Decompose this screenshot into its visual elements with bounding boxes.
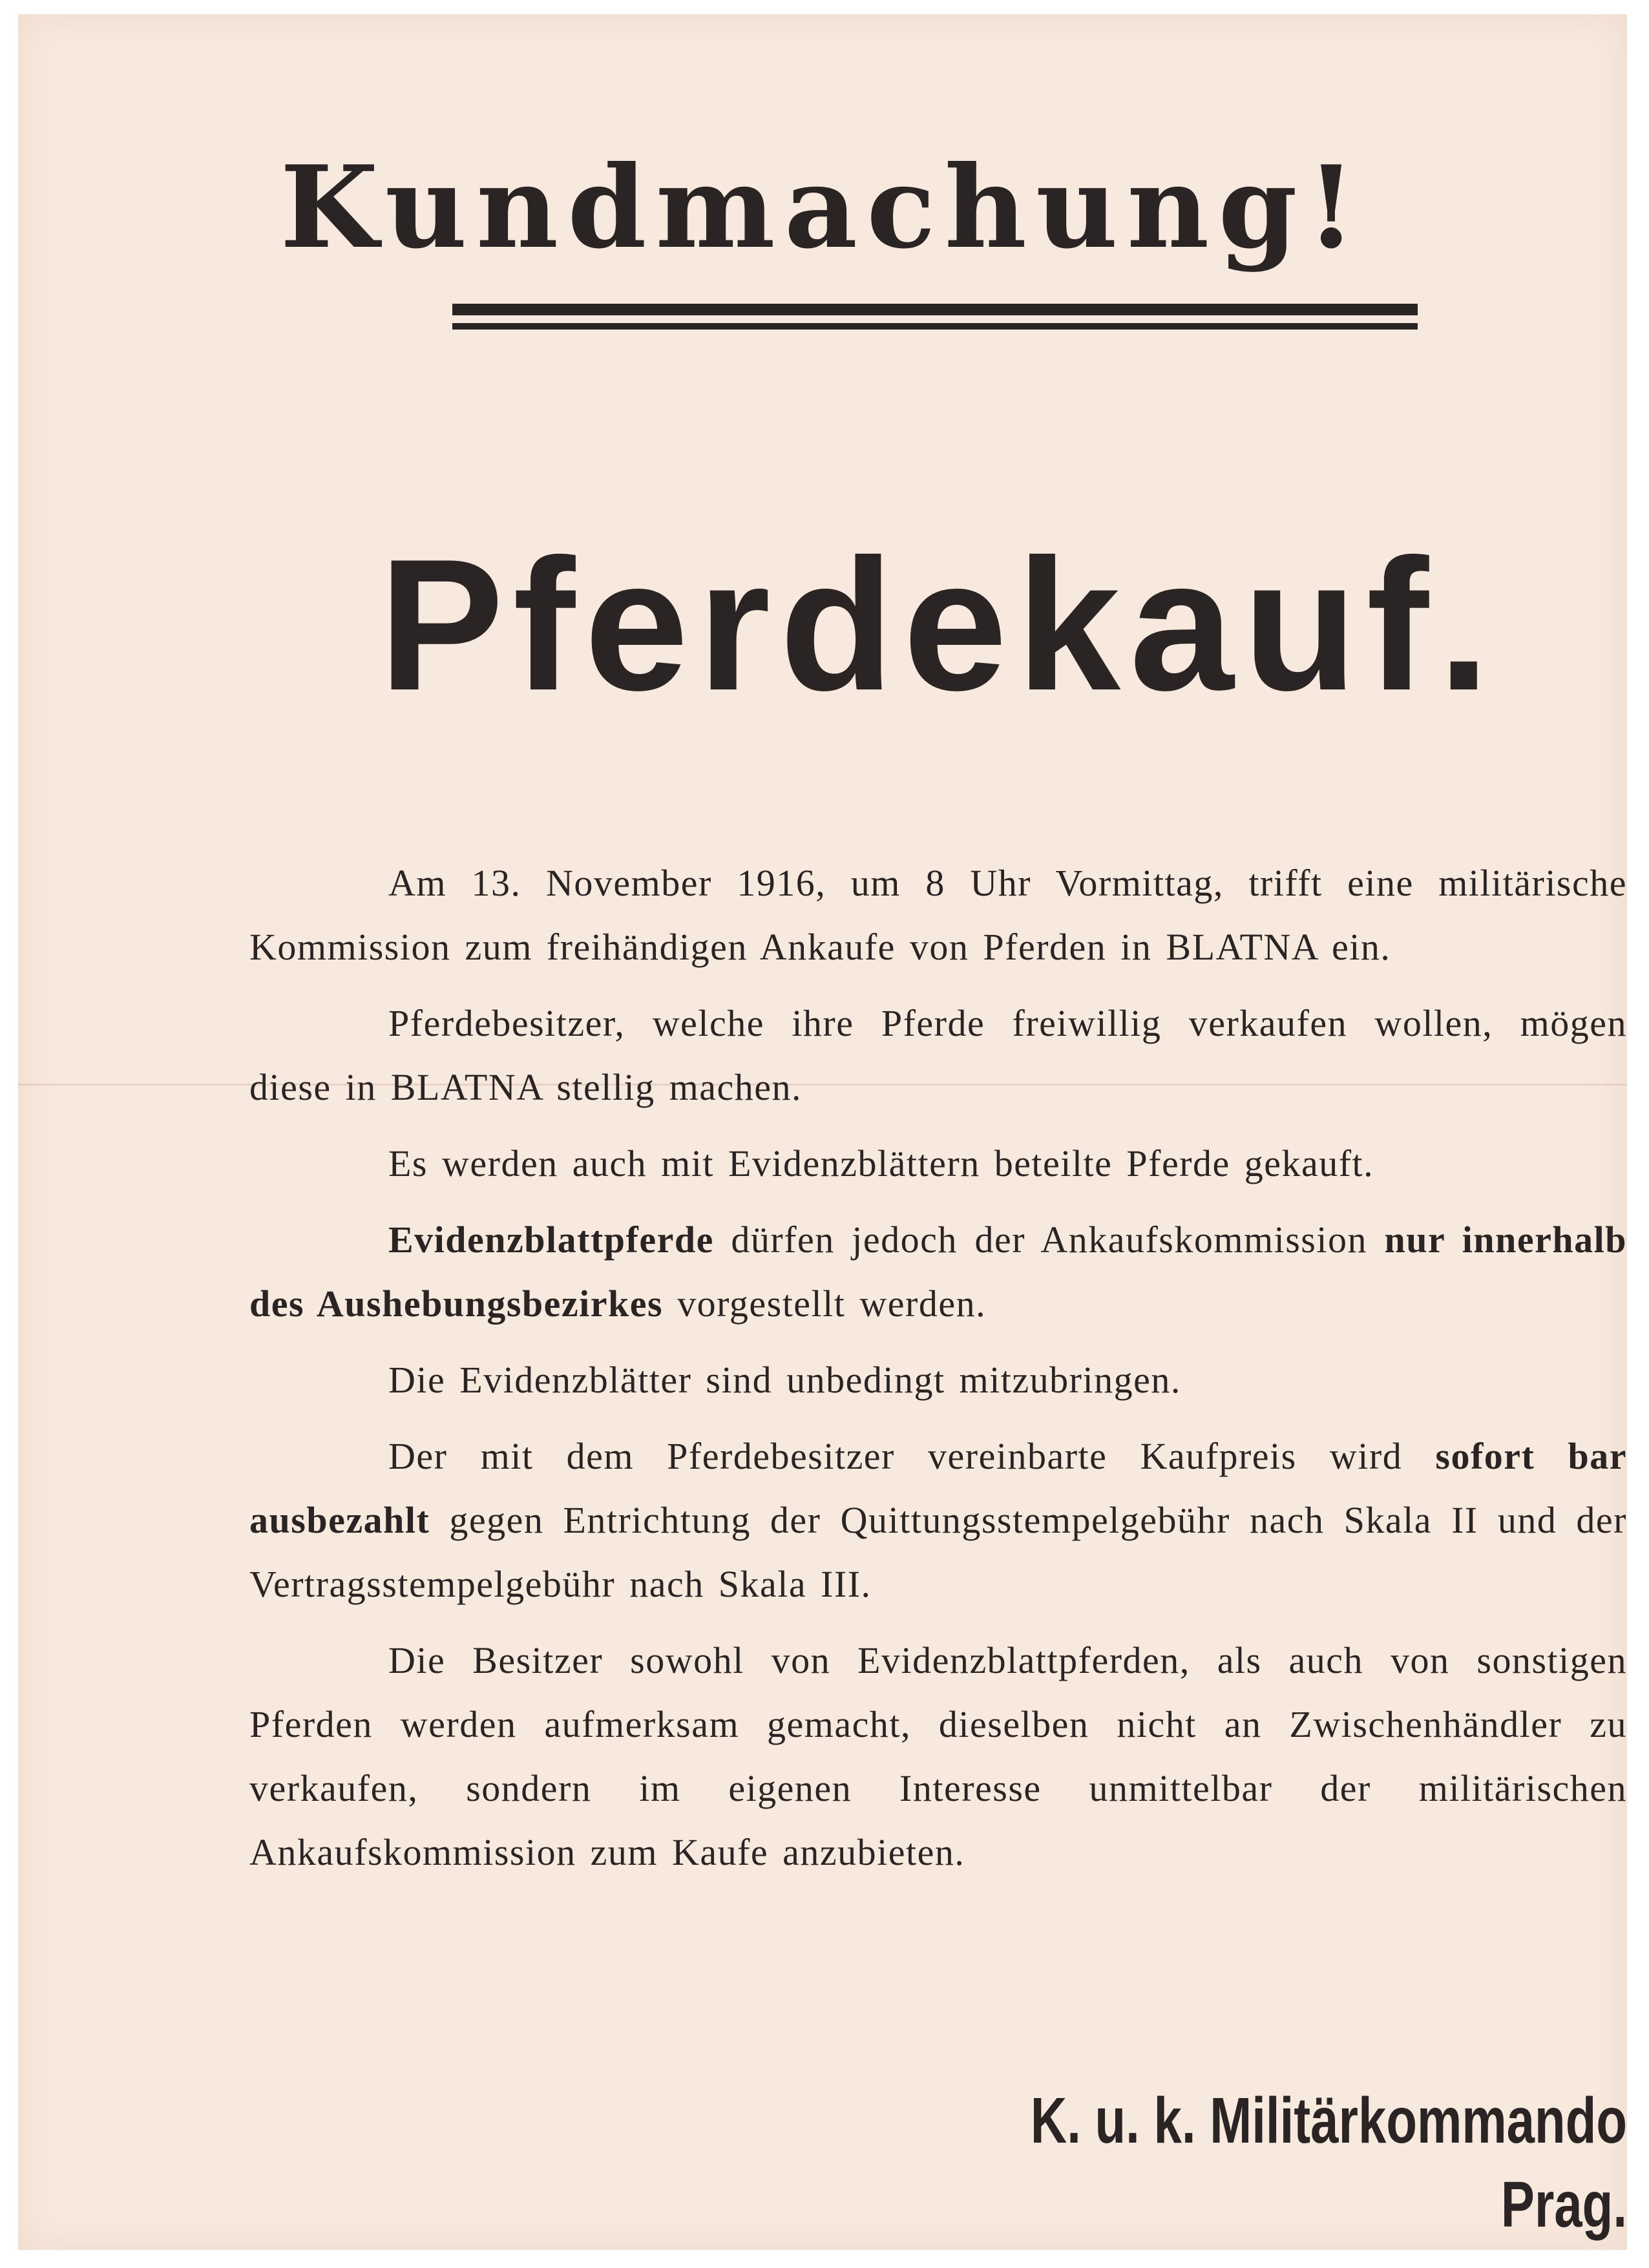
body-paragraph — [249, 1424, 1627, 1616]
paragraph-text: Die Besitzer sowohl von Evidenzblattpferden, als auch von sonstigen Pferden werden aufmerksam gemacht, dieselben nicht an Zwischenhändler zu verkaufen, sondern im eigenen Interesse unmittelbar der militärischen Ankaufskommission zum Kaufe anzubieten. — [249, 1639, 1627, 1873]
body-paragraph — [249, 1628, 1627, 1884]
paragraph-text: Pferdebesitzer, welche ihre Pferde freiwillig verkaufen wollen, mögen diese in BLATNA stellig machen. — [249, 1002, 1627, 1108]
body-paragraph — [249, 1131, 1627, 1195]
paragraph-text: Es werden auch mit Evidenzblättern beteilte Pferde gekauft. — [388, 1142, 1374, 1184]
paragraph-text: Am 13. November 1916, um 8 Uhr Vormittag, trifft eine militärische Kommission zum freihändigen Ankaufe von Pferden in BLATNA ein. — [249, 862, 1627, 968]
paragraph-text: gegen Entrichtung der Quittungsstempelgebühr nach Skala II und der Vertragsstempelgebühr nach Skala III. — [249, 1499, 1627, 1605]
body-paragraph — [249, 1348, 1627, 1412]
body-paragraph — [249, 1208, 1627, 1336]
paragraph-text: Die Evidenzblätter sind unbedingt mitzubringen. — [388, 1359, 1181, 1401]
poster-sheet — [18, 14, 1627, 2250]
body-paragraph — [249, 851, 1627, 979]
emphasis-text: sofort bar ausbezahlt — [249, 1435, 1627, 1541]
paragraph-text: vorgestellt werden. — [663, 1283, 987, 1325]
paragraph-text: dürfen jedoch der Ankaufskommission — [713, 1219, 1385, 1261]
notice-subject: Pferdekauf. — [379, 520, 1499, 730]
emphasis-text: nur innerhalb des Aushebungsbezirkes — [249, 1219, 1627, 1325]
paragraph-text: Der mit dem Pferdebesitzer vereinbarte Kaufpreis wird — [388, 1435, 1436, 1477]
notice-heading: Kundmachung! — [280, 142, 1365, 274]
signature-line: K. u. k. Militärkommando Prag. — [1030, 2084, 1627, 2241]
body-paragraph — [249, 991, 1627, 1119]
emphasis-text: Evidenzblattpferde — [388, 1219, 714, 1261]
heading-rule-thick — [452, 304, 1418, 315]
heading-rule-thin — [452, 323, 1418, 330]
notice-body — [249, 851, 1627, 1896]
